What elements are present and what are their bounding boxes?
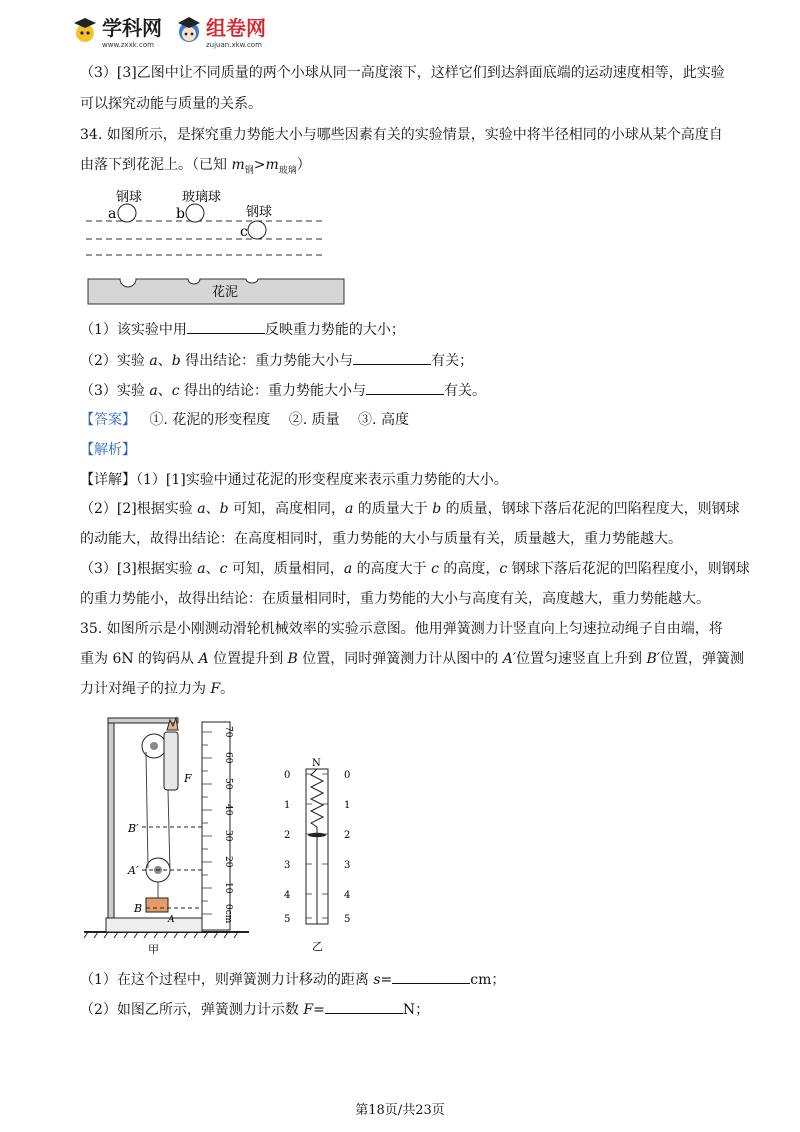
ruler-tick: 30 [223, 830, 233, 842]
figure-34 [86, 186, 348, 306]
detail-line-1: 【详解】（1）[1]实验中通过花泥的形变程度来表示重力势能的大小。 [80, 472, 508, 488]
ruler-tick: 60 [223, 752, 233, 764]
label-F: F [184, 772, 192, 785]
mascot2-icon [176, 15, 202, 45]
q34-part-3: （3）实验 a、c 得出的结论：重力势能大小与 有关。 [80, 380, 486, 401]
label-A: A [168, 915, 175, 925]
ruler-tick: 50 [223, 778, 233, 790]
header-logos [72, 12, 266, 48]
detail-line-5: 的重力势能小，故得出结论：在质量相同时，重力势能的大小与高度有关，高度越大，重力势能越大。 [80, 591, 710, 607]
ruler-tick: 20 [223, 856, 233, 868]
answer-blank [392, 969, 470, 984]
label-A-prime: A′ [128, 864, 139, 877]
answer-blank [325, 999, 403, 1014]
q35-part-1: （1）在这个过程中，则弹簧测力计移动的距离 s= cm； [80, 969, 505, 990]
gauge-right-tick: 4 [344, 890, 351, 901]
gauge-left-tick: 2 [284, 830, 291, 841]
logo-xuekewang: 学科网 [102, 15, 162, 40]
detail-line-4: （3）[3]根据实验 a、c 可知，质量相同，a 的高度大于 c 的高度，c 钢球下落后花泥的凹陷程度小，则钢球 [80, 561, 750, 577]
label-steel-1: 钢球 [116, 190, 143, 205]
gauge-left-tick: 5 [284, 914, 291, 925]
detail-line-3: 的动能大，故得出结论：在高度相同时，重力势能的大小与质量有关，质量越大，重力势能越大。 [80, 531, 682, 547]
logo-xuekewang-url: www.zxxk.com [102, 40, 154, 49]
question-34-stem-2: 由落下到花泥上。（已知 $m_钢>m_{玻璃}$） [80, 157, 311, 176]
q35-part-2: （2）如图乙所示，弹簧测力计示数 F= N； [80, 999, 429, 1020]
label-B: B [134, 902, 143, 915]
question-34-stem: 34. 如图所示，是探究重力势能大小与哪些因素有关的实验情景，实验中将半径相同的小球从某个高度自 [80, 127, 723, 143]
answer-tag: 【答案】 [80, 412, 136, 428]
page-footer: 第18页/共23页 [355, 1103, 445, 1118]
stand-rod [108, 718, 114, 918]
label-glass: 玻璃球 [182, 190, 222, 205]
gauge-left-tick: 1 [284, 800, 291, 811]
gauge-right-tick: 1 [344, 800, 351, 811]
ball-c [248, 221, 266, 239]
detail-line-2: （2）[2]根据实验 a、b 可知，高度相同，a 的质量大于 b 的质量，钢球下落后花泥的凹陷程度大，则钢球 [80, 501, 740, 517]
gauge-unit: N [312, 758, 321, 769]
figure-35-yi [276, 755, 366, 955]
detail-tag: 【详解】 [80, 472, 136, 488]
label-b: b [176, 206, 185, 222]
rope-right [168, 790, 170, 872]
ruler-tick: 0cm [223, 904, 233, 924]
question-35-stem-3: 力计对绳子的拉力为 F。 [80, 681, 235, 697]
logo-zujuanwang: 组卷网 [206, 15, 266, 40]
gauge-left-tick: 4 [284, 890, 291, 901]
q34-part-1: （1）该实验中用 反映重力势能的大小； [80, 319, 405, 340]
q34-part-2: （2）实验 a、b 得出结论：重力势能大小与 有关； [80, 350, 473, 371]
text-line: 可以探究动能与质量的关系。 [80, 96, 262, 112]
spring-scale-jia [164, 732, 178, 790]
ball-a [118, 204, 136, 222]
logo-zujuanwang-url: zujuan.xkw.com [206, 40, 262, 49]
gauge-right-tick: 3 [344, 860, 351, 871]
gauge-left-tick: 3 [284, 860, 291, 871]
gauge-right-tick: 0 [344, 770, 351, 781]
gauge-left-tick: 0 [284, 770, 291, 781]
figure-35-jia [84, 712, 254, 957]
text-line: （3）[3]乙图中让不同质量的两个小球从同一高度滚下，这样它们到达斜面底端的运动速度相等，此实验 [80, 65, 725, 81]
answer-line: 【答案】 ①. 花泥的形变程度 ②. 质量 ③. 高度 [80, 412, 409, 428]
stand-arm [108, 718, 178, 723]
label-steel-2: 钢球 [246, 205, 273, 220]
ruler-tick: 40 [223, 804, 233, 816]
weight-block [146, 898, 168, 912]
caption-jia: 甲 [148, 943, 159, 956]
question-35-stem: 35. 如图所示是小刚测动滑轮机械效率的实验示意图。他用弹簧测力计竖直向上匀速拉动绳子自由端，将 [80, 621, 723, 637]
pointer [308, 833, 326, 837]
answer-blank [187, 319, 265, 334]
ruler-tick: 10 [223, 882, 233, 894]
label-c: c [240, 224, 248, 240]
stand-base [106, 918, 202, 932]
label-B-prime: B′ [128, 822, 139, 835]
label-mud: 花泥 [212, 285, 239, 300]
gauge-right-tick: 5 [344, 914, 351, 925]
answer-blank [366, 380, 444, 395]
caption-yi: 乙 [312, 940, 323, 953]
answer-blank [353, 350, 431, 365]
rope-left [146, 752, 148, 868]
ball-b [186, 204, 204, 222]
question-35-stem-2: 重为 6N 的钩码从 A 位置提升到 B 位置，同时弹簧测力计从图中的 A′位置匀速竖直上升到 B′位置，弹簧测 [80, 651, 744, 667]
gauge-right-tick: 2 [344, 830, 351, 841]
ruler-tick: 70 [223, 726, 233, 738]
analysis-tag: 【解析】 [80, 442, 136, 458]
label-a: a [108, 206, 117, 222]
mascot-icon [72, 15, 98, 45]
